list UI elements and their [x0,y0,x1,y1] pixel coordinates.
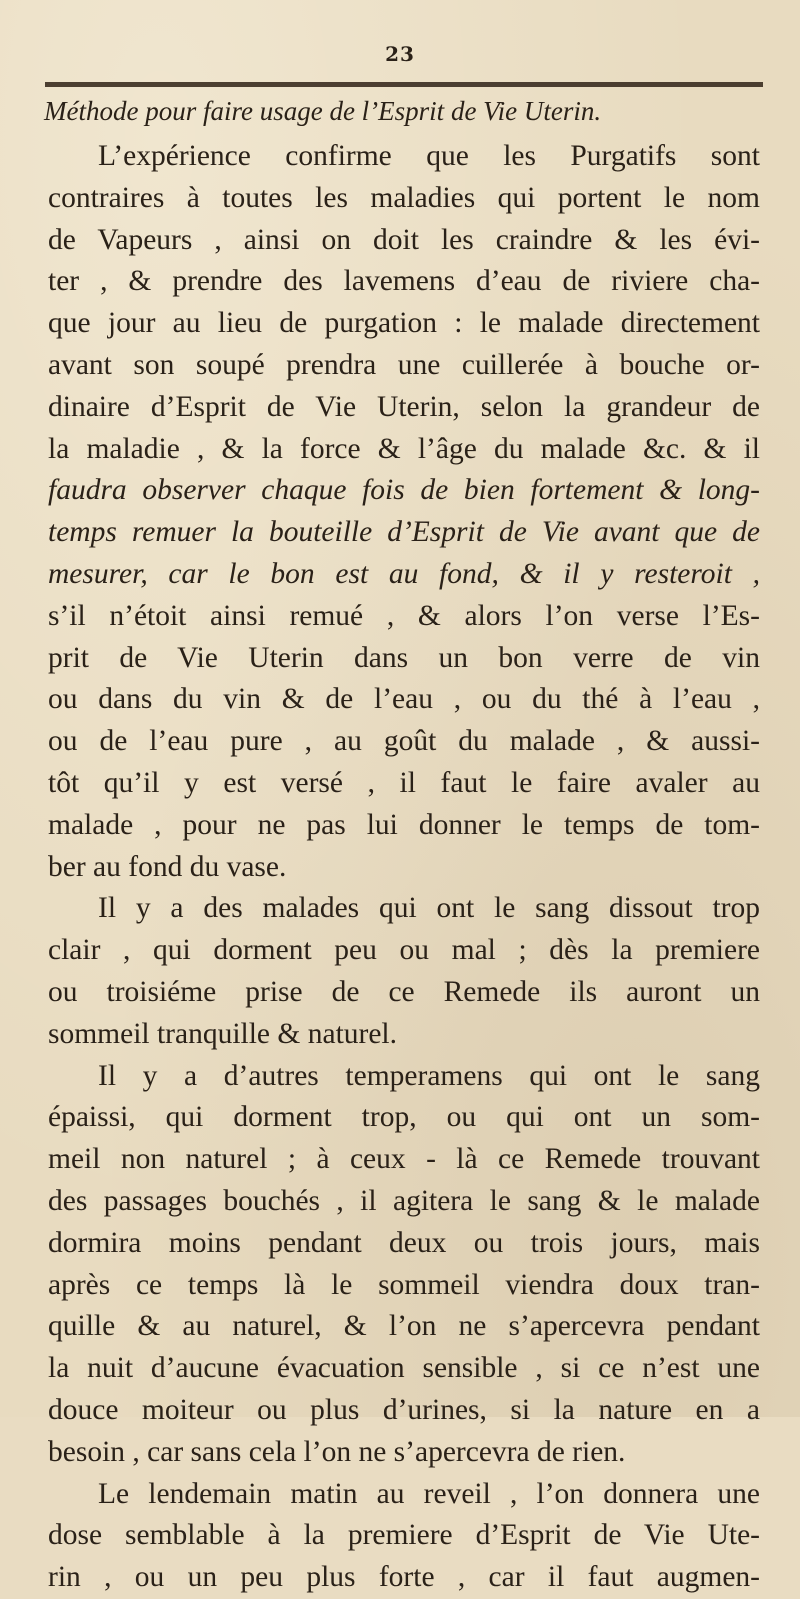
text-line: après ce temps là le sommeil viendra doux tran- [48,1268,760,1301]
text-line: ou troisiéme prise de ce Remede ils auront un [48,975,760,1008]
text-line: faudra observer chaque fois de bien fortement & long- [48,474,760,507]
text-line: des passages bouchés , il agitera le sang & le malade [48,1184,760,1217]
header-rule [45,82,763,87]
text-line: L’expérience confirme que les Purgatifs sont [98,140,760,172]
text-line: que jour au lieu de purgation : le malade directement [48,307,760,340]
text-line: tôt qu’il y est versé , il faut le faire avaler au [48,766,760,799]
text-line: ou de l’eau pure , au goût du malade , & aussi- [48,725,760,758]
text-line: épaissi, qui dorment trop, ou qui ont un som- [48,1101,760,1134]
text-line: la maladie , & la force & l’âge du malade &c. & il [48,432,760,465]
page-number: 23 [385,42,415,66]
text-line: dose semblable à la premiere d’Esprit de Vie Ute- [48,1519,760,1552]
text-line: contraires à toutes les maladies qui portent le nom [48,181,760,214]
text-line: Le lendemain matin au reveil , l’on donnera une [98,1477,760,1510]
text-line: la nuit d’aucune évacuation sensible , si ce n’est une [48,1352,760,1385]
body-text [48,136,760,1599]
text-line: ber au fond du vase. [48,850,287,883]
text-line: rin , ou un peu plus forte , car il faut augmen- [48,1561,760,1594]
running-head: Méthode pour faire usage de l’Esprit de Vie Uterin. [44,96,602,126]
text-line: temps remuer la bouteille d’Esprit de Vie avant que de [48,516,760,549]
text-line: sommeil tranquille & naturel. [48,1017,398,1050]
text-line: quille & au naturel, & l’on ne s’apercevra pendant [48,1310,760,1343]
text-line: Il y a des malades qui ont le sang dissout trop [98,892,760,925]
text-line: dormira moins pendant deux ou trois jours, mais [48,1226,760,1259]
text-line: s’il n’étoit ainsi remué , & alors l’on verse l’Es- [48,599,760,632]
text-line: ter , & prendre des lavemens d’eau de riviere cha- [48,265,760,298]
text-line: de Vapeurs , ainsi on doit les craindre & les évi- [48,223,760,256]
text-line: clair , qui dorment peu ou mal ; dès la premiere [48,934,760,967]
text-line: besoin , car sans cela l’on ne s’apercevra de rien. [48,1435,626,1468]
text-line: prit de Vie Uterin dans un bon verre de vin [48,641,760,674]
text-line: malade , pour ne pas lui donner le temps de tom- [48,808,760,841]
text-line: meil non naturel ; à ceux - là ce Remede trouvant [48,1143,760,1176]
text-line: dinaire d’Esprit de Vie Uterin, selon la grandeur de [48,390,760,423]
text-line: Il y a d’autres temperamens qui ont le sang [98,1059,760,1092]
text-line: ou dans du vin & de l’eau , ou du thé à l’eau , [48,683,760,716]
text-line: douce moiteur ou plus d’urines, si la nature en a [48,1393,760,1426]
text-line: mesurer, car le bon est au fond, & il y resteroit , [48,557,760,590]
text-line: avant son soupé prendra une cuillerée à bouche or- [48,348,760,381]
